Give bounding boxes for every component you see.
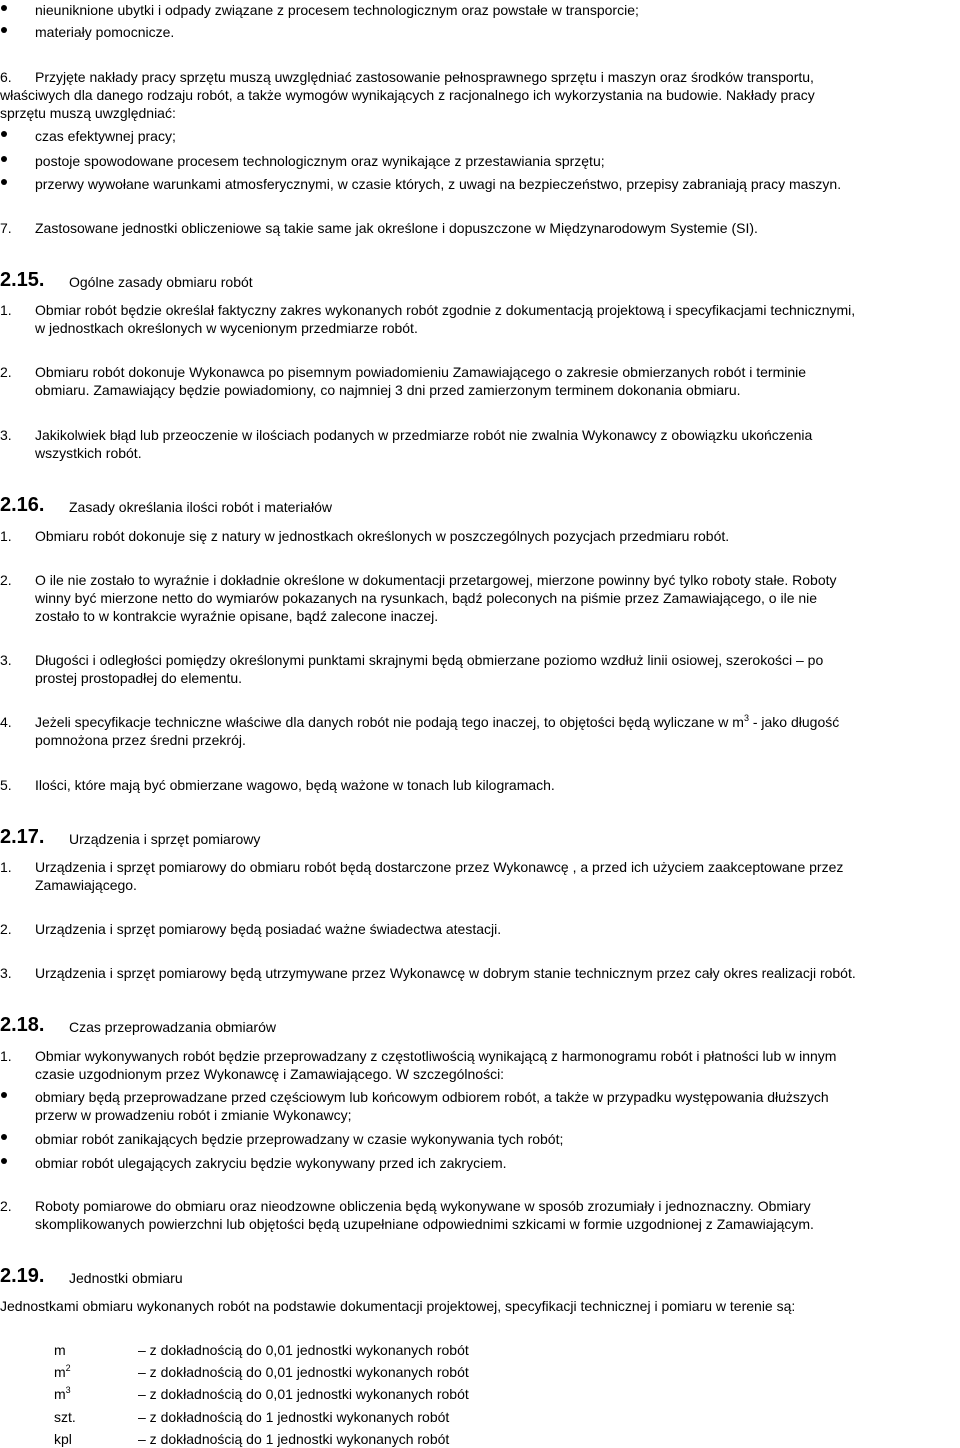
section-heading-2-19: 2.19. Jednostki obmiaru [0,1265,183,1287]
bullet-icon [0,23,10,33]
paragraph-line: prostej prostopadłej do elementu. [35,670,243,686]
section-heading-2-17: 2.17. Urządzenia i sprzęt pomiarowy [0,826,261,848]
paragraph-line: pomnożona przez średni przekrój. [35,732,246,748]
list-item: obmiary będą przeprowadzane przed częściowym lub końcowym odbiorem robót, a także w przypadku występowania dłuższych [0,1088,960,1106]
list-item: obmiar robót ulegających zakryciu będzie wykonywany przed ich zakryciem. [0,1154,960,1172]
paragraph-line: skomplikowanych powierzchni lub objętości będą uzupełniane odpowiednimi szkicami w formie uzgodnionej z Zamawiającym. [35,1216,814,1232]
paragraph-line: Zamawiającego. [35,877,137,893]
bullet-icon [0,127,10,137]
paragraph-6-line: właściwych dla danego rodzaju robót, a także wymogów wynikających z racjonalnego ich wykorzystania na budowie. Nakłady pracy [0,87,815,103]
bullet-icon [0,1130,10,1140]
bullet-icon [0,1154,10,1164]
unit-row: m – z dokładnością do 0,01 jednostki wykonanych robót [54,1342,469,1358]
paragraph-line: obmiaru. Zamawiający będzie powiadomiony, co najmniej 3 dni przed zamierzonym terminem dokonania obmiaru. [35,382,741,398]
unit-row: $m^2$ – z dokładnością do 0,01 jednostki wykonanych robót [54,1363,469,1380]
bullet-icon [0,1,10,11]
unit-row: kpl – z dokładnością do 1 jednostki wykonanych robót [54,1431,450,1447]
paragraph-6-line: sprzętu muszą uwzględniać: [0,105,176,121]
unit-row: $m^3$ – z dokładnością do 0,01 jednostki wykonanych robót [54,1385,469,1402]
list-item: obmiar robót zanikających będzie przeprowadzany w czasie wykonywania tych robót; [0,1130,960,1148]
list-item: materiały pomocnicze. [0,23,960,41]
section-heading-2-15: 2.15. Ogólne zasady obmiaru robót [0,269,253,291]
section-heading-2-16: 2.16. Zasady określania ilości robót i materiałów [0,494,332,516]
list-item: nieuniknione ubytki i odpady związane z procesem technologicznym oraz powstałe w transporcie; [0,1,960,19]
paragraph-line: w jednostkach określonych w wycenionym przedmiarze robót. [35,320,418,336]
paragraph-line: wszystkich robót. [35,445,142,461]
list-item: przerwy wywołane warunkami atmosferycznymi, w czasie których, z uwagi na bezpieczeństwo, przepisy zabraniają pracy maszyn. [0,175,960,193]
paragraph-line: czasie uzgodnionym przez Wykonawcę i Zamawiającego. W szczególności: [35,1066,505,1082]
list-item-line: przerw w prowadzeniu robót i zmianie Wykonawcy; [35,1107,352,1123]
section-heading-2-18: 2.18. Czas przeprowadzania obmiarów [0,1014,276,1036]
unit-row: szt. – z dokładnością do 1 jednostki wykonanych robót [54,1409,450,1425]
paragraph-line: winny być mierzone netto do wymiarów pokazanych na rysunkach, bądź poleconych na piśmie przez Zamawiającego, o ile nie [35,590,818,606]
bullet-icon [0,152,10,162]
bullet-icon [0,1088,10,1098]
list-item: postoje spowodowane procesem technologicznym oraz wynikające z przestawiania sprzętu; [0,152,960,170]
list-item: czas efektywnej pracy; [0,127,960,145]
paragraph-line: zostało to w kontrakcie wyraźnie opisane, bądź zalecone inaczej. [35,608,439,624]
units-intro: Jednostkami obmiaru wykonanych robót na podstawie dokumentacji projektowej, specyfikacji technicznej i pomiaru w terenie są: [0,1298,796,1314]
bullet-icon [0,175,10,185]
